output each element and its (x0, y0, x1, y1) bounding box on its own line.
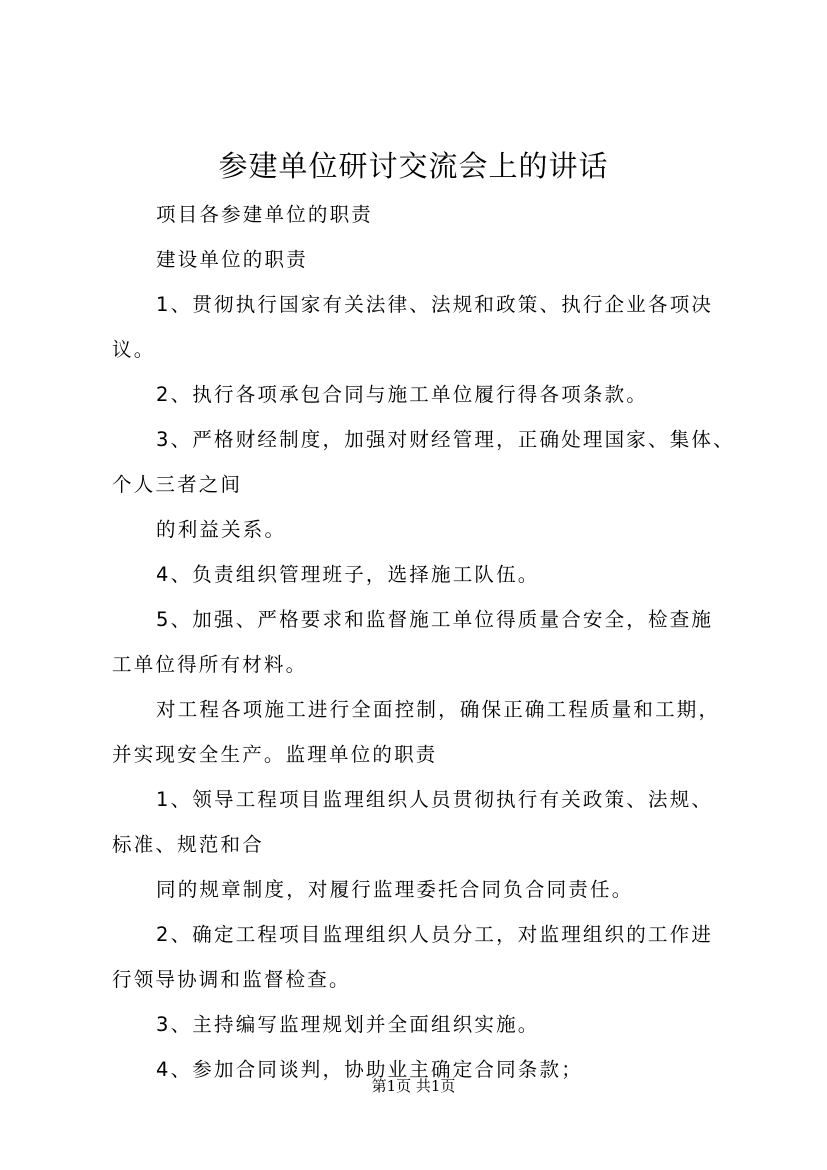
body-line: 4、参加合同谈判，协助业主确定合同条款； (156, 1058, 583, 1081)
body-line: 个人三者之间 (112, 473, 243, 496)
body-line: 1、领导工程项目监理组织人员贯彻执行有关政策、法规、 (156, 788, 714, 811)
body-line: 并实现安全生产。监理单位的职责 (112, 743, 438, 766)
body-line: 1、贯彻执行国家有关法律、法规和政策、执行企业各项决 (156, 293, 714, 316)
body-line: 标准、规范和合 (112, 833, 264, 856)
body-line: 3、主持编写监理规划并全面组织实施。 (156, 1013, 540, 1036)
body-line: 3、严格财经制度，加强对财经管理，正确处理国家、集体、 (156, 428, 735, 451)
body-line: 同的规章制度，对履行监理委托合同负合同责任。 (156, 878, 634, 901)
body-line: 2、执行各项承包合同与施工单位履行得各项条款。 (156, 383, 649, 406)
body-line: 的利益关系。 (156, 518, 287, 541)
body-line: 对工程各项施工进行全面控制，确保正确工程质量和工期， (156, 698, 721, 721)
body-line: 议。 (112, 338, 156, 361)
body-line: 建设单位的职责 (156, 248, 308, 271)
body-line: 行领导协调和监督检查。 (112, 968, 351, 991)
body-line: 工单位得所有材料。 (112, 653, 308, 676)
body-line: 2、确定工程项目监理组织人员分工，对监理组织的工作进 (156, 923, 714, 946)
body-line: 4、负责组织管理班子，选择施工队伍。 (156, 563, 540, 586)
document-title: 参建单位研讨交流会上的讲话 (218, 149, 609, 183)
body-line: 5、加强、严格要求和监督施工单位得质量合安全，检查施 (156, 608, 714, 631)
body-line: 项目各参建单位的职责 (156, 203, 374, 226)
page-footer: 第1页 共1页 (371, 1077, 456, 1095)
document-body (112, 196, 742, 1096)
